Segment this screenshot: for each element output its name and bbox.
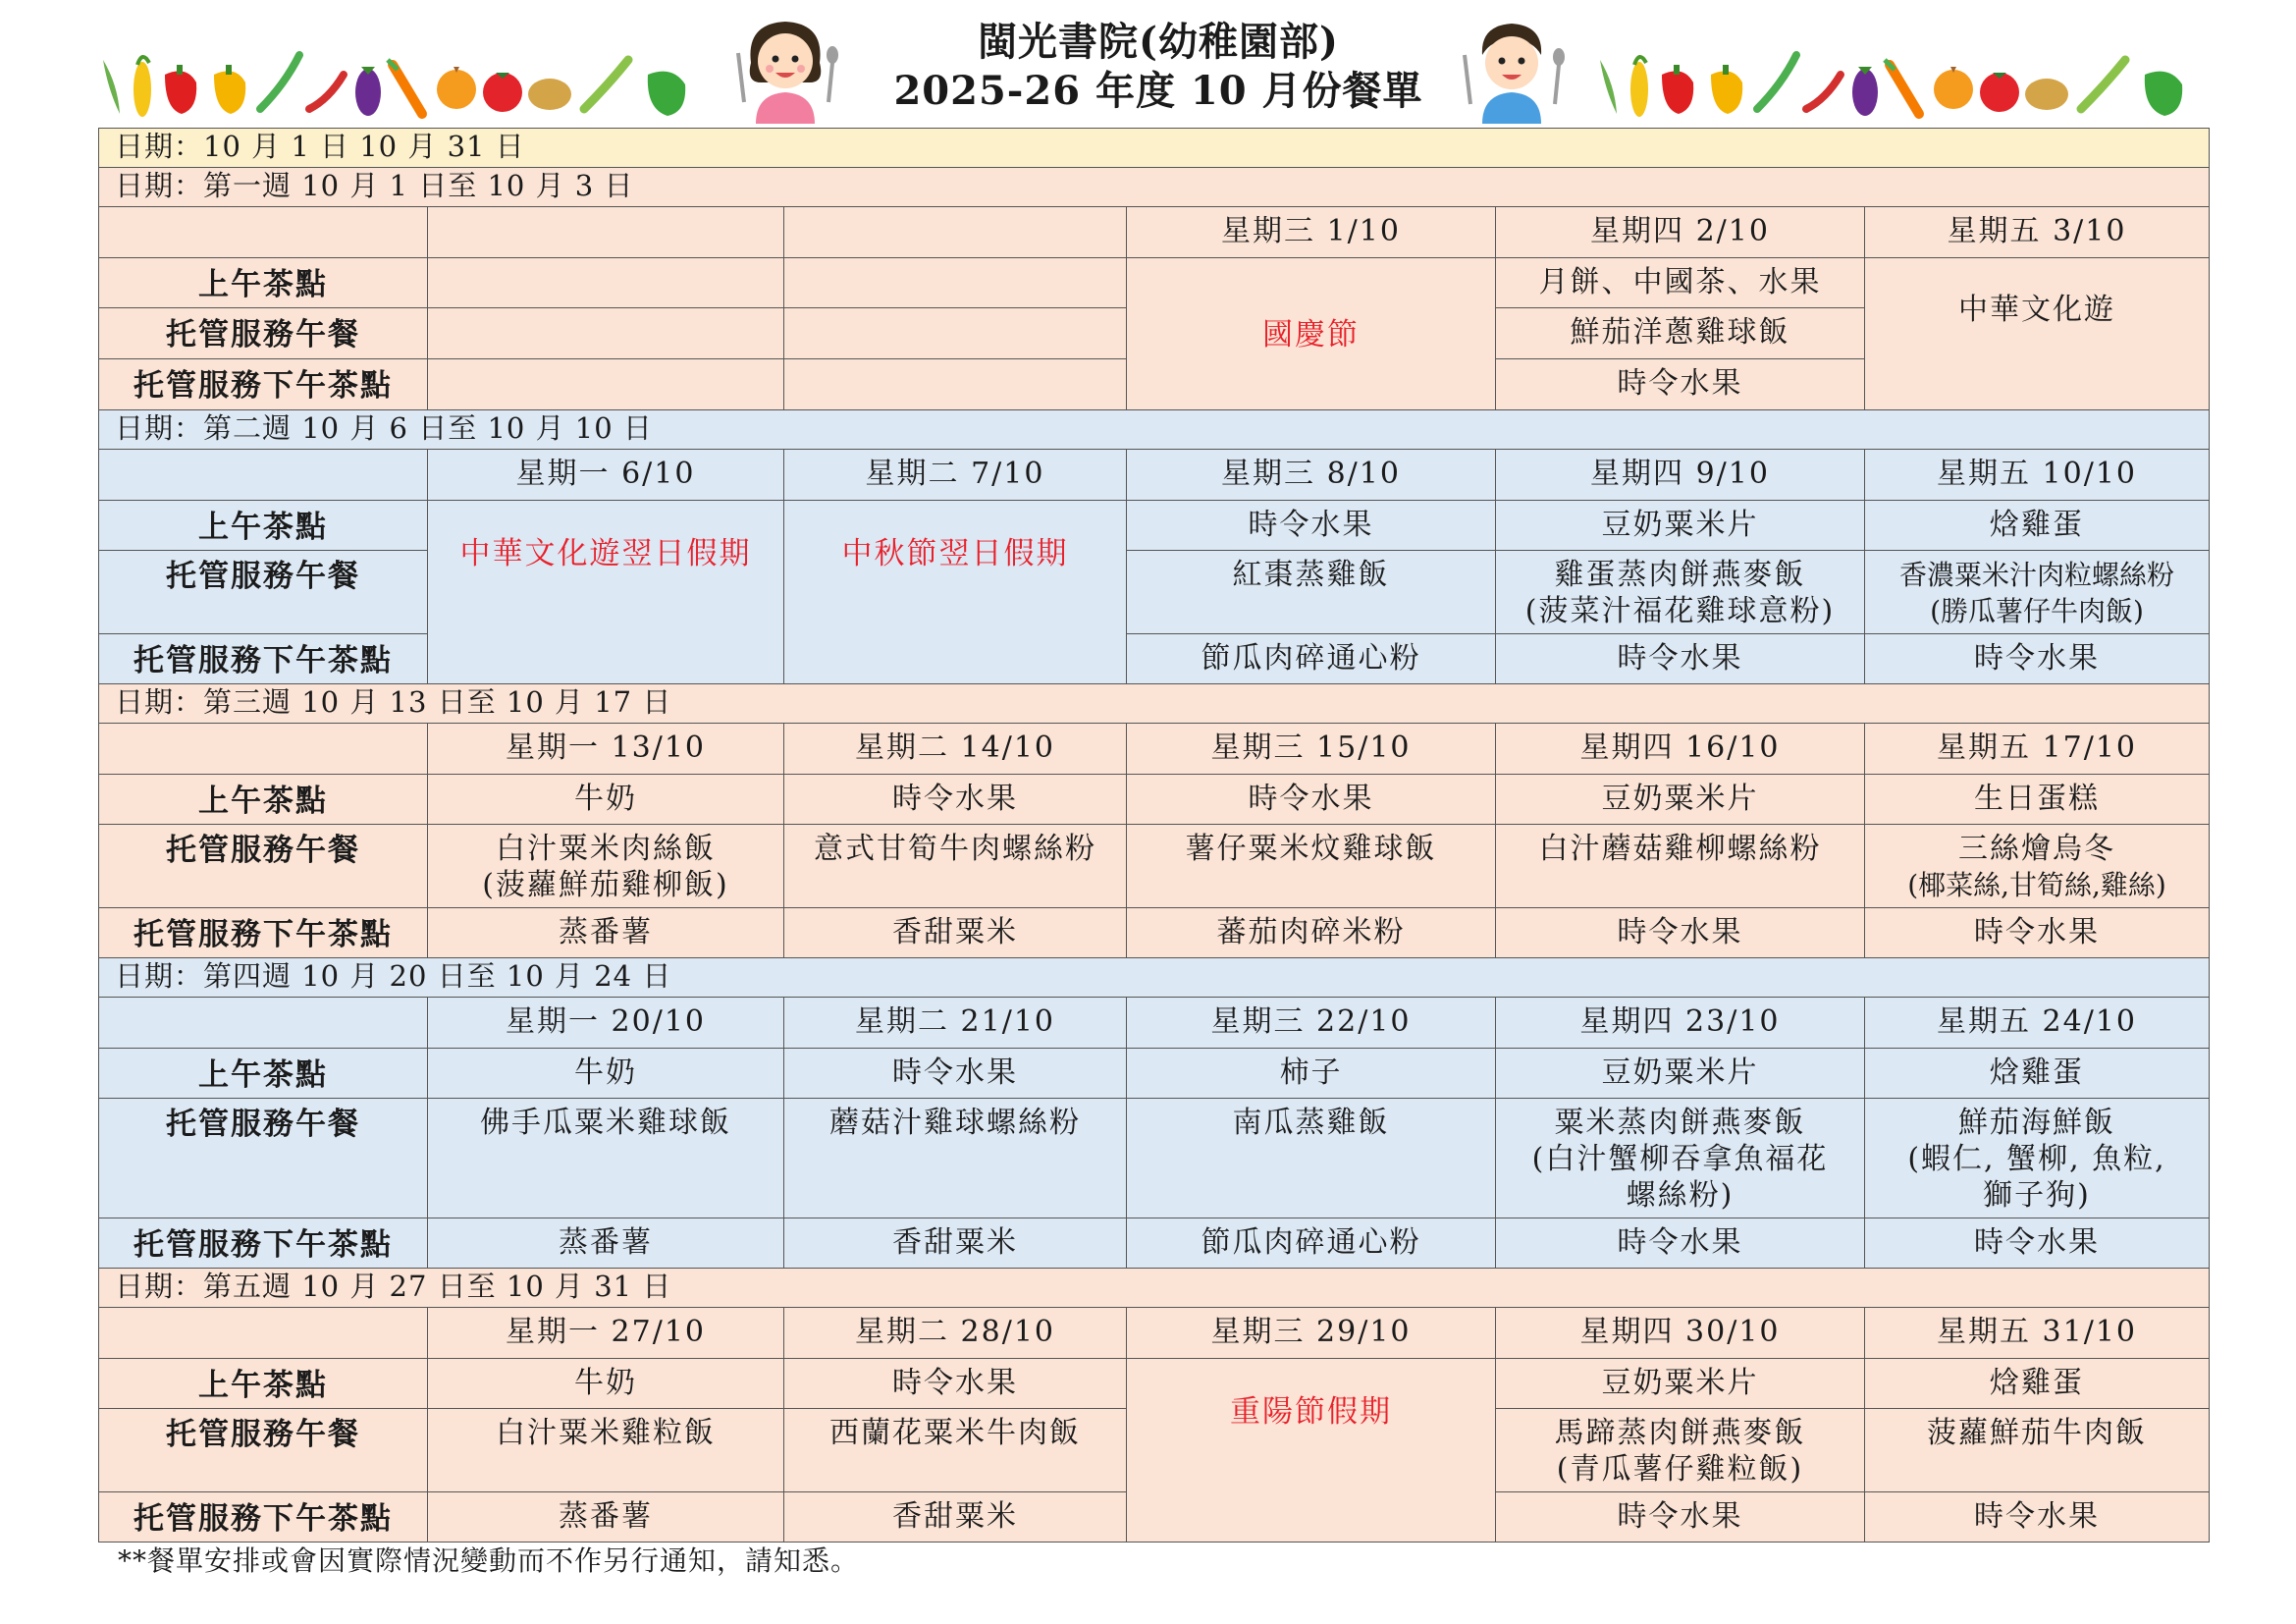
meal-cell: 焓雞蛋 bbox=[1865, 1049, 2210, 1099]
meal-cell: 豆奶粟米片 bbox=[1496, 775, 1865, 825]
meal-cell: 時令水果 bbox=[1496, 359, 1865, 410]
day-header: 星期二 14/10 bbox=[784, 724, 1127, 775]
week-title-row bbox=[99, 684, 2210, 724]
meal-cell bbox=[1127, 1099, 1496, 1218]
meal-row bbox=[99, 501, 2210, 551]
row-label-lunch: 托管服務午餐 bbox=[99, 825, 428, 908]
corner-cell bbox=[99, 998, 428, 1049]
meal-item: 三絲燴烏冬 bbox=[1958, 832, 2116, 866]
meal-cell bbox=[1496, 1409, 1865, 1492]
day-header: 星期四 9/10 bbox=[1496, 450, 1865, 501]
meal-item: 馬蹄蒸肉餅燕麥飯 bbox=[1554, 1416, 1806, 1450]
meal-cell: 鮮茄洋蔥雞球飯 bbox=[1496, 308, 1865, 359]
row-label-lunch: 托管服務午餐 bbox=[99, 551, 428, 634]
meal-cell bbox=[1865, 1409, 2210, 1492]
day-header-row bbox=[99, 207, 2210, 258]
week-title-row bbox=[99, 1269, 2210, 1308]
meal-item: 南瓜蒸雞飯 bbox=[1232, 1106, 1390, 1140]
meal-cell bbox=[1865, 1099, 2210, 1218]
meal-cell bbox=[428, 308, 784, 359]
holiday-cell: 國慶節 bbox=[1127, 258, 1496, 410]
day-header: 星期五 10/10 bbox=[1865, 450, 2210, 501]
meal-row bbox=[99, 908, 2210, 958]
meal-row bbox=[99, 1049, 2210, 1099]
meal-cell: 時令水果 bbox=[1865, 634, 2210, 684]
meal-cell bbox=[1865, 825, 2210, 908]
meal-cell: 時令水果 bbox=[1496, 1492, 1865, 1543]
meal-item: 薯仔粟米炆雞球飯 bbox=[1185, 832, 1437, 866]
row-label-morning-snack: 上午茶點 bbox=[99, 258, 428, 308]
day-header: 星期五 31/10 bbox=[1865, 1308, 2210, 1359]
day-header: 星期三 8/10 bbox=[1127, 450, 1496, 501]
meal-item: 雞蛋蒸肉餅燕麥飯 bbox=[1554, 558, 1806, 592]
holiday-cell: 中華文化遊翌日假期 bbox=[428, 501, 784, 684]
day-header: 星期三 29/10 bbox=[1127, 1308, 1496, 1359]
meal-cell bbox=[784, 359, 1127, 410]
row-label-lunch: 托管服務午餐 bbox=[99, 308, 428, 359]
day-header: 星期三 15/10 bbox=[1127, 724, 1496, 775]
day-header: 星期四 16/10 bbox=[1496, 724, 1865, 775]
meal-alt-item: (勝瓜薯仔牛肉飯) bbox=[1930, 595, 2144, 627]
week3-title: 日期：第三週 10 月 13 日至 10 月 17 日 bbox=[99, 684, 2210, 724]
meal-row bbox=[99, 1359, 2210, 1409]
month-date-range: 日期：10 月 1 日 10 月 31 日 bbox=[99, 129, 2210, 168]
corner-cell bbox=[99, 1308, 428, 1359]
meal-cell: 牛奶 bbox=[428, 775, 784, 825]
meal-item: 鮮茄海鮮飯 bbox=[1958, 1106, 2116, 1140]
row-label-afternoon-snack: 托管服務下午茶點 bbox=[99, 359, 428, 410]
day-header: 星期三 22/10 bbox=[1127, 998, 1496, 1049]
holiday-cell: 中秋節翌日假期 bbox=[784, 501, 1127, 684]
day-header-row bbox=[99, 998, 2210, 1049]
meal-cell: 時令水果 bbox=[1496, 908, 1865, 958]
meal-item: 白汁粟米雞粒飯 bbox=[496, 1416, 716, 1450]
meal-cell bbox=[1127, 825, 1496, 908]
day-header: 星期二 28/10 bbox=[784, 1308, 1127, 1359]
meal-alt-item: (菠蘿鮮茄雞柳飯) bbox=[482, 868, 729, 902]
meal-cell: 焓雞蛋 bbox=[1865, 501, 2210, 551]
meal-cell: 蒸番薯 bbox=[428, 1218, 784, 1269]
corner-cell bbox=[99, 450, 428, 501]
meal-cell: 豆奶粟米片 bbox=[1496, 1359, 1865, 1409]
meal-row bbox=[99, 1099, 2210, 1218]
meal-cell: 蕃茄肉碎米粉 bbox=[1127, 908, 1496, 958]
meal-alt-item: (白汁蟹柳吞拿魚福花 bbox=[1531, 1142, 1829, 1176]
day-header-row bbox=[99, 1308, 2210, 1359]
day-header: 星期五 17/10 bbox=[1865, 724, 2210, 775]
day-header: 星期五 24/10 bbox=[1865, 998, 2210, 1049]
meal-item: 西蘭花粟米牛肉飯 bbox=[829, 1416, 1081, 1450]
meal-alt-item: 螺絲粉) bbox=[1626, 1178, 1735, 1213]
meal-cell bbox=[784, 1099, 1127, 1218]
day-header: 星期四 23/10 bbox=[1496, 998, 1865, 1049]
menu-period-title: 2025-26 年度 10 月份餐單 bbox=[893, 68, 1423, 114]
corner-cell bbox=[99, 207, 428, 258]
meal-cell: 柿子 bbox=[1127, 1049, 1496, 1099]
meal-cell: 香甜粟米 bbox=[784, 908, 1127, 958]
vegetable-row-icon bbox=[1595, 45, 2204, 124]
week-title-row bbox=[99, 958, 2210, 998]
meal-cell bbox=[428, 258, 784, 308]
day-header: 星期三 1/10 bbox=[1127, 207, 1496, 258]
meal-cell bbox=[784, 825, 1127, 908]
meal-cell bbox=[428, 1409, 784, 1492]
event-cell: 中華文化遊 bbox=[1865, 258, 2210, 410]
row-label-lunch: 托管服務午餐 bbox=[99, 1099, 428, 1218]
meal-cell bbox=[784, 1409, 1127, 1492]
day-header: 星期一 6/10 bbox=[428, 450, 784, 501]
meal-cell: 牛奶 bbox=[428, 1049, 784, 1099]
day-header: 星期一 20/10 bbox=[428, 998, 784, 1049]
meal-cell: 香甜粟米 bbox=[784, 1492, 1127, 1543]
meal-cell: 時令水果 bbox=[784, 775, 1127, 825]
meal-cell: 時令水果 bbox=[1865, 1218, 2210, 1269]
meal-item: 佛手瓜粟米雞球飯 bbox=[480, 1106, 731, 1140]
meal-row bbox=[99, 551, 2210, 634]
meal-cell bbox=[784, 258, 1127, 308]
row-label-afternoon-snack: 托管服務下午茶點 bbox=[99, 908, 428, 958]
row-label-morning-snack: 上午茶點 bbox=[99, 775, 428, 825]
meal-item: 香濃粟米汁肉粒螺絲粉 bbox=[1899, 559, 2175, 591]
meal-alt-item: (菠菜汁福花雞球意粉) bbox=[1524, 594, 1836, 628]
meal-cell: 時令水果 bbox=[784, 1049, 1127, 1099]
meal-cell: 牛奶 bbox=[428, 1359, 784, 1409]
day-header: 星期二 21/10 bbox=[784, 998, 1127, 1049]
corner-cell bbox=[99, 724, 428, 775]
meal-cell: 節瓜肉碎通心粉 bbox=[1127, 634, 1496, 684]
meal-cell bbox=[1496, 825, 1865, 908]
meal-cell bbox=[784, 308, 1127, 359]
meal-cell bbox=[428, 1099, 784, 1218]
meal-cell: 時令水果 bbox=[1865, 1492, 2210, 1543]
day-header-row bbox=[99, 450, 2210, 501]
meal-cell: 時令水果 bbox=[784, 1359, 1127, 1409]
meal-cell bbox=[1127, 551, 1496, 634]
vegetable-row-icon bbox=[98, 45, 707, 124]
school-name: 閩光書院(幼稚園部) bbox=[978, 19, 1339, 65]
meal-cell: 生日蛋糕 bbox=[1865, 775, 2210, 825]
meal-alt-item: 獅子狗) bbox=[1983, 1178, 2091, 1213]
day-header: 星期四 30/10 bbox=[1496, 1308, 1865, 1359]
day-header: 星期四 2/10 bbox=[1496, 207, 1865, 258]
week-title-row bbox=[99, 168, 2210, 207]
girl-with-fork-spoon-icon bbox=[726, 14, 844, 124]
meal-cell: 月餅、中國茶、水果 bbox=[1496, 258, 1865, 308]
day-header: 星期一 27/10 bbox=[428, 1308, 784, 1359]
meal-cell: 節瓜肉碎通心粉 bbox=[1127, 1218, 1496, 1269]
meal-cell: 香甜粟米 bbox=[784, 1218, 1127, 1269]
day-header: 星期五 3/10 bbox=[1865, 207, 2210, 258]
row-label-morning-snack: 上午茶點 bbox=[99, 1049, 428, 1099]
meal-cell bbox=[1496, 551, 1865, 634]
day-header bbox=[428, 207, 784, 258]
meal-row bbox=[99, 825, 2210, 908]
meal-cell: 蒸番薯 bbox=[428, 1492, 784, 1543]
meal-item: 粟米蒸肉餅燕麥飯 bbox=[1554, 1106, 1806, 1140]
meal-cell bbox=[1865, 551, 2210, 634]
row-label-lunch: 托管服務午餐 bbox=[99, 1409, 428, 1492]
row-label-afternoon-snack: 托管服務下午茶點 bbox=[99, 1492, 428, 1543]
week-title-row bbox=[99, 410, 2210, 450]
footnote: **餐單安排或會因實際情況變動而不作另行通知，請知悉。 bbox=[118, 1544, 860, 1577]
day-header: 星期一 13/10 bbox=[428, 724, 784, 775]
meal-cell: 時令水果 bbox=[1496, 1218, 1865, 1269]
meal-cell bbox=[428, 359, 784, 410]
month-range-row bbox=[99, 129, 2210, 168]
row-label-morning-snack: 上午茶點 bbox=[99, 1359, 428, 1409]
meal-item: 紅棗蒸雞飯 bbox=[1232, 558, 1390, 592]
row-label-afternoon-snack: 托管服務下午茶點 bbox=[99, 1218, 428, 1269]
meal-alt-item: (蝦仁, 蟹柳, 魚粒, bbox=[1907, 1142, 2166, 1176]
meal-cell bbox=[1496, 1099, 1865, 1218]
meal-cell: 豆奶粟米片 bbox=[1496, 1049, 1865, 1099]
week1-title: 日期：第一週 10 月 1 日至 10 月 3 日 bbox=[99, 168, 2210, 207]
meal-item: 白汁粟米肉絲飯 bbox=[496, 832, 716, 866]
meal-cell: 時令水果 bbox=[1127, 501, 1496, 551]
boy-with-fork-spoon-icon bbox=[1453, 14, 1571, 124]
meal-cell bbox=[428, 825, 784, 908]
meal-cell: 豆奶粟米片 bbox=[1496, 501, 1865, 551]
row-label-morning-snack: 上午茶點 bbox=[99, 501, 428, 551]
week4-title: 日期：第四週 10 月 20 日至 10 月 24 日 bbox=[99, 958, 2210, 998]
meal-cell: 時令水果 bbox=[1865, 908, 2210, 958]
meal-cell: 時令水果 bbox=[1127, 775, 1496, 825]
meal-row bbox=[99, 258, 2210, 308]
day-header: 星期二 7/10 bbox=[784, 450, 1127, 501]
day-header-row bbox=[99, 724, 2210, 775]
menu-title bbox=[844, 18, 1472, 116]
meal-row bbox=[99, 634, 2210, 684]
meal-item: 意式甘筍牛肉螺絲粉 bbox=[814, 832, 1096, 866]
row-label-afternoon-snack: 托管服務下午茶點 bbox=[99, 634, 428, 684]
page-header bbox=[98, 8, 2209, 128]
week2-title: 日期：第二週 10 月 6 日至 10 月 10 日 bbox=[99, 410, 2210, 450]
meal-alt-item: (椰菜絲,甘筍絲,雞絲) bbox=[1907, 869, 2166, 901]
meal-item: 蘑菇汁雞球螺絲粉 bbox=[829, 1106, 1081, 1140]
day-header bbox=[784, 207, 1127, 258]
meal-cell: 時令水果 bbox=[1496, 634, 1865, 684]
monthly-menu-table bbox=[98, 128, 2210, 1543]
meal-cell: 焓雞蛋 bbox=[1865, 1359, 2210, 1409]
meal-alt-item: (青瓜薯仔雞粒飯) bbox=[1556, 1452, 1804, 1487]
meal-row bbox=[99, 775, 2210, 825]
meal-row bbox=[99, 1218, 2210, 1269]
meal-cell: 蒸番薯 bbox=[428, 908, 784, 958]
holiday-cell: 重陽節假期 bbox=[1127, 1359, 1496, 1543]
meal-item: 白汁蘑菇雞柳螺絲粉 bbox=[1538, 832, 1822, 866]
week5-title: 日期：第五週 10 月 27 日至 10 月 31 日 bbox=[99, 1269, 2210, 1308]
meal-item: 菠蘿鮮茄牛肉飯 bbox=[1927, 1416, 2148, 1450]
